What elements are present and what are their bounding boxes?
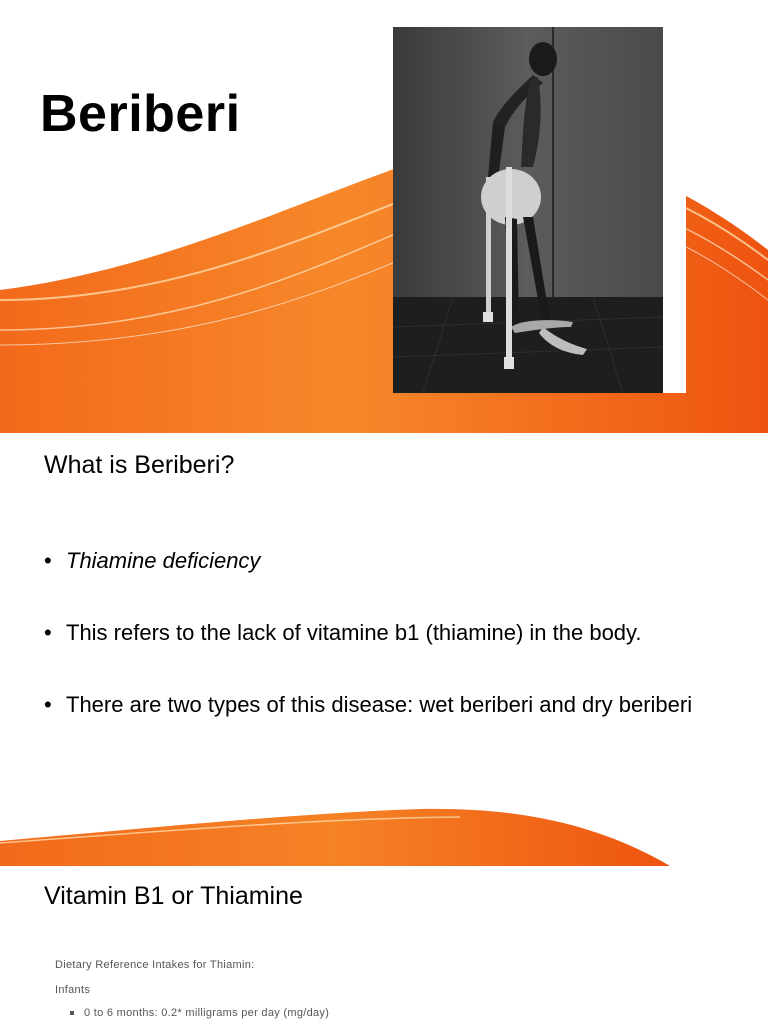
definition-slide — [0, 433, 768, 866]
bullet-list — [44, 545, 704, 761]
slide-heading: What is Beriberi? — [44, 451, 235, 479]
beriberi-patient-photo — [393, 27, 663, 393]
bullet-icon: • — [44, 620, 52, 645]
photo-frame — [393, 27, 686, 393]
bullet-icon: • — [44, 692, 52, 717]
bullet-icon — [70, 1011, 74, 1015]
slide-title: Beriberi — [40, 85, 241, 143]
list-item: • Thiamine deficiency — [44, 545, 704, 576]
slide-heading: Vitamin B1 or Thiamine — [44, 882, 303, 910]
list-item: • There are two types of this disease: wet beriberi and dry beriberi — [44, 689, 704, 720]
list-item: • This refers to the lack of vitamine b1 (thiamine) in the body. — [44, 617, 704, 648]
title-slide — [0, 0, 768, 433]
table-title: Dietary Reference Intakes for Thiamin: — [55, 959, 255, 971]
thiamine-slide — [0, 866, 768, 1024]
bullet-icon: • — [44, 548, 52, 573]
group-label: Infants — [55, 984, 91, 996]
list-item: 0 to 6 months: 0.2* milligrams per day (mg/day) — [70, 1007, 329, 1019]
